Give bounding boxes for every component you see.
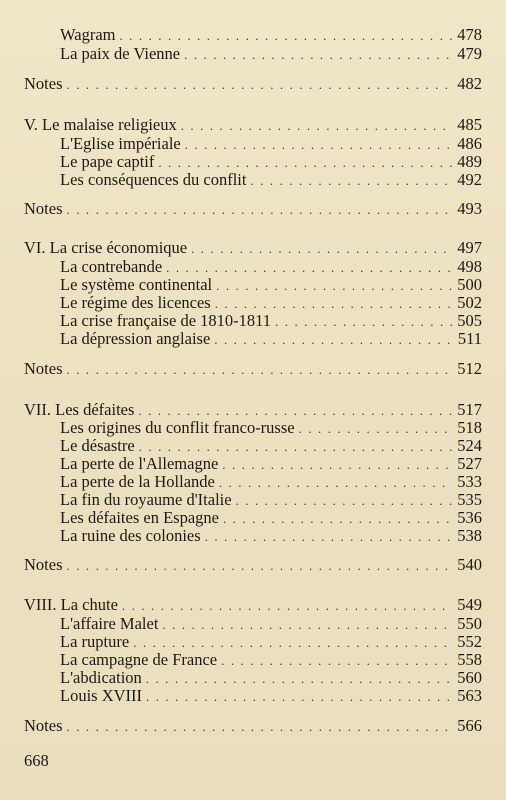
toc-entry-page: 502	[457, 293, 482, 312]
toc-entry	[60, 44, 482, 64]
toc-entry-page: 500	[457, 275, 482, 294]
toc-entry-label: Les défaites en Espagne	[60, 508, 219, 527]
dot-leader	[214, 330, 452, 350]
toc-entry	[60, 472, 482, 492]
toc-notes-entry	[24, 359, 482, 379]
toc-entry-label: La crise française de 1810-1811	[60, 311, 272, 330]
toc-entry-page: 489	[457, 152, 482, 171]
toc-entry-label: La rupture	[60, 632, 130, 651]
toc-entry-page: 493	[457, 199, 482, 218]
toc-entry	[60, 293, 482, 313]
dot-leader	[119, 26, 452, 46]
toc-entry	[60, 418, 482, 438]
toc-chapter-entry	[24, 400, 482, 420]
toc-entry	[60, 632, 482, 652]
toc-entry	[60, 526, 482, 546]
toc-entry-page: 492	[457, 170, 482, 189]
toc-entry-page: 533	[457, 472, 482, 491]
dot-leader	[205, 527, 452, 547]
toc-notes-entry	[24, 555, 482, 575]
toc-entry-label: La contrebande	[60, 257, 163, 276]
toc-entry-label: La paix de Vienne	[60, 44, 181, 63]
toc-entry-page: 497	[457, 238, 482, 257]
toc-entry-label: Notes	[24, 74, 63, 93]
toc-entry-label: Le désastre	[60, 436, 135, 455]
toc-entry-label: Le pape captif	[60, 152, 155, 171]
toc-entry-page: 535	[457, 490, 482, 509]
toc-entry	[60, 686, 482, 706]
toc-chapter-entry	[24, 595, 482, 615]
dot-leader	[67, 75, 453, 95]
dot-leader	[122, 596, 452, 616]
toc-chapter-entry	[24, 115, 482, 135]
dot-leader	[184, 45, 452, 65]
toc-entry-page: 549	[457, 595, 482, 614]
toc-entry-page: 527	[457, 454, 482, 473]
toc-entry-label: Le régime des licences	[60, 293, 211, 312]
toc-entry-page: 517	[457, 400, 482, 419]
toc-entry-label: Notes	[24, 716, 63, 735]
toc-entry	[60, 170, 482, 190]
toc-entry-page: 479	[457, 44, 482, 63]
toc-entry-label: Les conséquences du conflit	[60, 170, 247, 189]
toc-entry-page: 566	[457, 716, 482, 735]
toc-entry	[60, 454, 482, 474]
toc-entry-label: VIII. La chute	[24, 595, 118, 614]
toc-entry	[60, 614, 482, 634]
toc-entry	[60, 668, 482, 688]
toc-entry	[60, 257, 482, 277]
toc-entry	[60, 436, 482, 456]
toc-entry	[60, 508, 482, 528]
toc-entry-page: 536	[457, 508, 482, 527]
toc-entry-page: 482	[457, 74, 482, 93]
toc-entry	[60, 490, 482, 510]
toc-entry	[60, 275, 482, 295]
toc-entry-page: 498	[457, 257, 482, 276]
toc-notes-entry	[24, 716, 482, 736]
toc-entry-label: La perte de la Hollande	[60, 472, 215, 491]
toc-entry-label: La fin du royaume d'Italie	[60, 490, 232, 509]
dot-leader	[67, 360, 453, 380]
toc-entry	[60, 25, 482, 45]
toc-entry-page: 540	[457, 555, 482, 574]
toc-entry-page: 524	[457, 436, 482, 455]
toc-entry-label: Notes	[24, 359, 63, 378]
toc-entry-page: 512	[457, 359, 482, 378]
dot-leader	[191, 239, 452, 259]
toc-entry-label: Wagram	[60, 25, 116, 44]
toc-entry-page: 485	[457, 115, 482, 134]
dot-leader	[67, 717, 453, 737]
toc-entry	[60, 152, 482, 172]
toc-entry-page: 511	[457, 329, 482, 348]
toc-entry-page: 560	[457, 668, 482, 687]
toc-entry	[60, 134, 482, 154]
toc-chapter-entry	[24, 238, 482, 258]
toc-entry-page: 505	[457, 311, 482, 330]
dot-leader	[67, 200, 453, 220]
toc-entry-page: 486	[457, 134, 482, 153]
dot-leader	[146, 687, 452, 707]
toc-entry-label: L'affaire Malet	[60, 614, 159, 633]
toc-entry-page: 550	[457, 614, 482, 633]
toc-notes-entry	[24, 199, 482, 219]
toc-entry-label: L'Eglise impériale	[60, 134, 181, 153]
dot-leader	[181, 116, 452, 136]
toc-entry-page: 558	[457, 650, 482, 669]
toc-entry-page: 518	[457, 418, 482, 437]
toc-entry	[60, 329, 482, 349]
toc-notes-entry	[24, 74, 482, 94]
toc-entry-label: Les origines du conflit franco-russe	[60, 418, 295, 437]
toc-entry-label: VI. La crise économique	[24, 238, 188, 257]
toc-entry-page: 478	[457, 25, 482, 44]
toc-entry	[60, 650, 482, 670]
toc-entry-label: Le système continental	[60, 275, 213, 294]
toc-entry-label: La perte de l'Allemagne	[60, 454, 219, 473]
toc-entry-label: L'abdication	[60, 668, 142, 687]
toc-entry-label: Notes	[24, 199, 63, 218]
toc-entry-label: Louis XVIII	[60, 686, 143, 705]
toc-entry-label: V. Le malaise religieux	[24, 115, 177, 134]
folio-page-number: 668	[24, 751, 49, 770]
toc-entry-label: La dépression anglaise	[60, 329, 211, 348]
dot-leader	[67, 556, 453, 576]
toc-entry-label: VII. Les défaites	[24, 400, 135, 419]
toc-entry	[60, 311, 482, 331]
toc-entry-page: 563	[457, 686, 482, 705]
toc-entry-page: 538	[457, 526, 482, 545]
toc-entry-page: 552	[457, 632, 482, 651]
toc-entry-label: La ruine des colonies	[60, 526, 201, 545]
toc-entry-label: La campagne de France	[60, 650, 218, 669]
dot-leader	[250, 171, 452, 191]
toc-entry-label: Notes	[24, 555, 63, 574]
